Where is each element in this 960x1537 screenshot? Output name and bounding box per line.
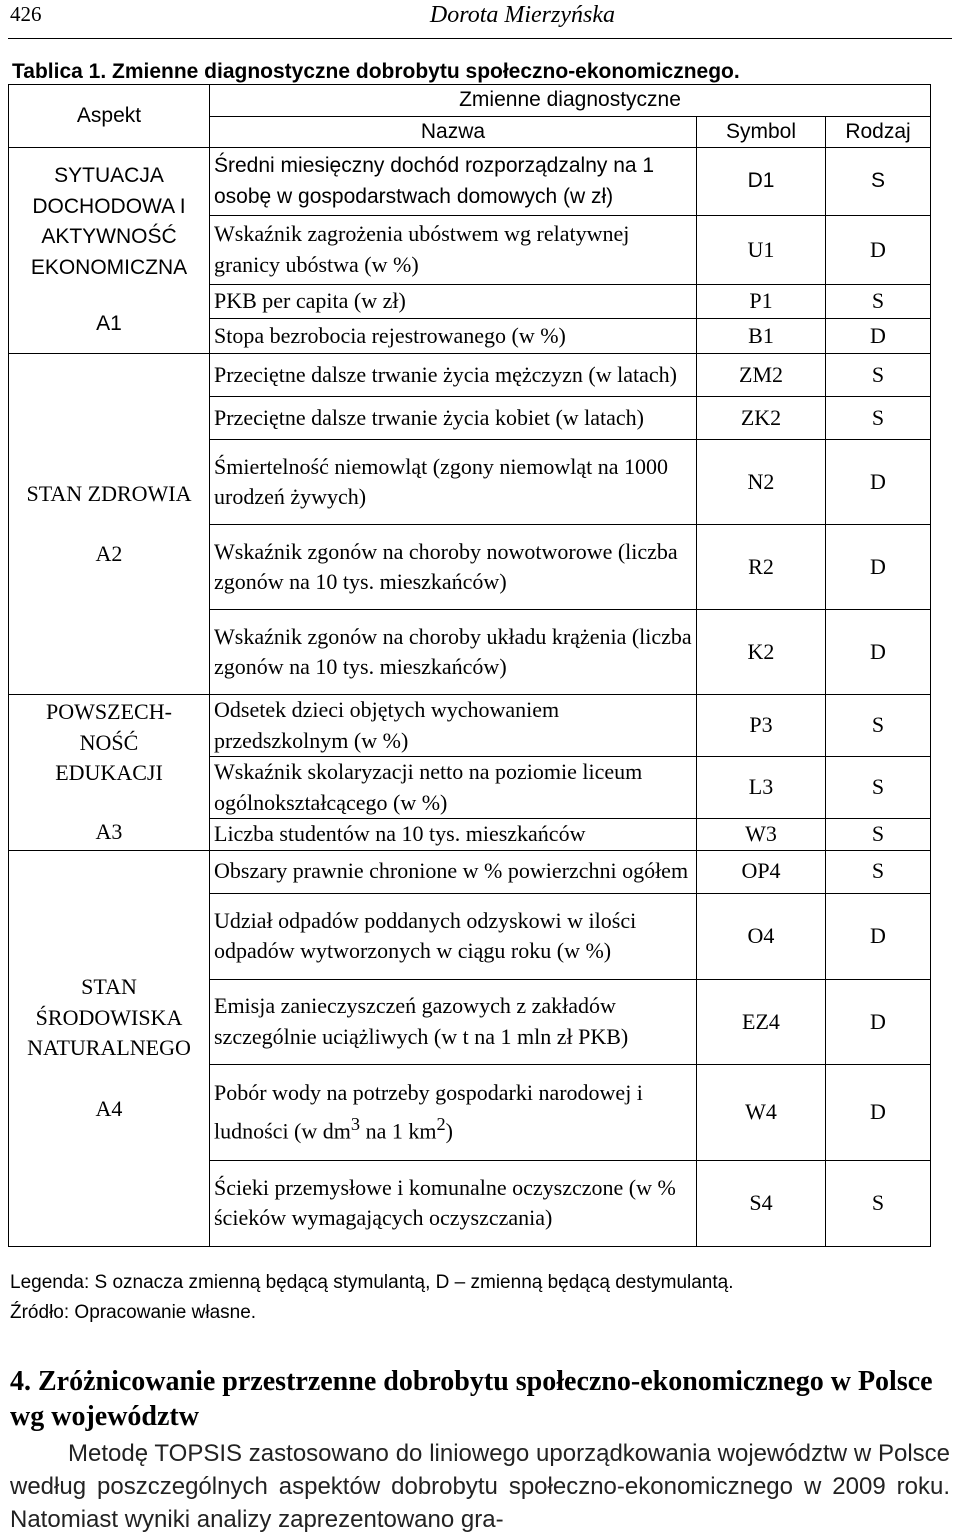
aspect-label: STAN ZDROWIA (26, 480, 192, 506)
variable-symbol: ZK2 (697, 397, 826, 440)
variable-name: Śmiertelność niemowląt (zgony niemowląt na 1000 urodzeń żywych) (210, 440, 697, 525)
variable-name: Średni miesięczny dochód rozporządzalny na 1 osobę w gospodarstwach domowych (w zł) (210, 148, 697, 216)
variable-kind: S (826, 284, 931, 319)
variable-symbol: U1 (697, 216, 826, 284)
table-header-row (9, 85, 931, 117)
page-number: 426 (10, 2, 42, 26)
table-row (9, 695, 931, 757)
header-rule (8, 38, 952, 39)
variable-name: Przeciętne dalsze trwanie życia kobiet (w latach) (210, 397, 697, 440)
variable-kind: S (826, 1160, 931, 1246)
variable-kind: D (826, 216, 931, 284)
variable-kind: S (826, 850, 931, 893)
header-aspect: Aspekt (9, 85, 210, 148)
variable-name: Emisja zanieczyszczeń gazowych z zakładów szczególnie uciążliwych (w t na 1 mln zł PKB) (210, 979, 697, 1065)
variable-symbol: W3 (697, 819, 826, 851)
header-symbol: Symbol (697, 116, 826, 148)
section-title: 4. Zróżnicowanie przestrzenne dobrobytu społeczno-ekonomicznego w Polsce wg województw (10, 1366, 933, 1432)
variable-kind: S (826, 757, 931, 819)
variable-symbol: R2 (697, 525, 826, 610)
aspect-label: STAN ŚRODOWISKA NATURALNEGO (27, 974, 191, 1060)
aspect-code: A3 (95, 818, 123, 844)
diagnostic-variables-table (8, 84, 931, 1247)
aspect-label: SYTUACJA DOCHODOWA I AKTYWNOŚĆ EKONOMICZNA (30, 164, 188, 279)
variable-symbol: O4 (697, 893, 826, 979)
variable-name: Liczba studentów na 10 tys. mieszkańców (210, 819, 697, 851)
aspect-cell-a2 (9, 354, 210, 695)
variable-name: PKB per capita (w zł) (210, 284, 697, 319)
aspect-cell-a3 (9, 695, 210, 851)
variable-symbol: ZM2 (697, 354, 826, 397)
table-source: Źródło: Opracowanie własne. (10, 1302, 257, 1323)
variable-kind: S (826, 695, 931, 757)
variable-kind: D (826, 1065, 931, 1161)
variable-kind: S (826, 397, 931, 440)
variable-symbol: P1 (697, 284, 826, 319)
variable-symbol: N2 (697, 440, 826, 525)
table-row (9, 148, 931, 216)
variable-kind: D (826, 610, 931, 695)
variable-symbol: W4 (697, 1065, 826, 1161)
variable-name: Wskaźnik skolaryzacji netto na poziomie liceum ogólnokształcącego (w %) (210, 757, 697, 819)
variable-symbol: EZ4 (697, 979, 826, 1065)
variable-kind: D (826, 319, 931, 354)
header-variables: Zmienne diagnostyczne (210, 85, 931, 117)
variable-name: Przeciętne dalsze trwanie życia mężczyzn (w latach) (210, 354, 697, 397)
variable-name: Wskaźnik zagrożenia ubóstwem wg relatywnej granicy ubóstwa (w %) (210, 216, 697, 284)
variable-kind: S (826, 148, 931, 216)
variable-name (210, 1065, 697, 1161)
variable-name: Wskaźnik zgonów na choroby nowotworowe (liczba zgonów na 10 tys. mieszkańców) (210, 525, 697, 610)
variable-symbol: D1 (697, 148, 826, 216)
variable-kind: S (826, 354, 931, 397)
variable-kind: D (826, 440, 931, 525)
variable-symbol: P3 (697, 695, 826, 757)
aspect-cell-a4 (9, 850, 210, 1246)
superscript: 3 (350, 1113, 361, 1134)
variable-name: Udział odpadów poddanych odzyskowi w ilości odpadów wytworzonych w ciągu roku (w %) (210, 893, 697, 979)
aspect-label: POWSZECH-NOŚĆ EDUKACJI (46, 699, 172, 786)
variable-name: Ścieki przemysłowe i komunalne oczyszczone (w % ścieków wymagających oczyszczania) (210, 1160, 697, 1246)
name-part: ) (445, 1118, 453, 1144)
variable-symbol: OP4 (697, 850, 826, 893)
variable-name: Obszary prawnie chronione w % powierzchni ogółem (210, 850, 697, 893)
variable-name: Odsetek dzieci objętych wychowaniem przedszkolnym (w %) (210, 695, 697, 757)
name-part: na 1 km (360, 1118, 437, 1144)
variable-symbol: K2 (697, 610, 826, 695)
header-name: Nazwa (210, 116, 697, 148)
aspect-code: A2 (95, 541, 123, 566)
variable-name: Stopa bezrobocia rejestrowanego (w %) (210, 319, 697, 354)
table-caption: Tablica 1. Zmienne diagnostyczne dobrobytu społeczno-ekonomicznego. (12, 60, 740, 83)
table-row (9, 354, 931, 397)
superscript: 2 (436, 1113, 446, 1134)
variable-kind: D (826, 525, 931, 610)
table-legend: Legenda: S oznacza zmienną będącą stymulantą, D – zmienną będącą destymulantą. (10, 1272, 734, 1293)
running-header-author: Dorota Mierzyńska (429, 2, 615, 28)
variable-symbol: B1 (697, 319, 826, 354)
table-row (9, 850, 931, 893)
aspect-cell-a1 (9, 148, 210, 354)
aspect-code: A1 (96, 312, 122, 336)
variable-kind: S (826, 819, 931, 851)
variable-symbol: S4 (697, 1160, 826, 1246)
body-text: Metodę TOPSIS zastosowano do liniowego uporządkowania województw w Polsce według poszczególnych aspektów dobrobytu społeczno-ekonomicznego w 2009 roku. Natomiast wyniki analizy zaprezentowano gra- (10, 1440, 950, 1533)
aspect-code: A4 (95, 1095, 123, 1121)
header-kind: Rodzaj (826, 116, 931, 148)
variable-kind: D (826, 979, 931, 1065)
variable-symbol: L3 (697, 757, 826, 819)
variable-kind: D (826, 893, 931, 979)
body-paragraph (10, 1437, 950, 1536)
variable-name: Wskaźnik zgonów na choroby układu krążenia (liczba zgonów na 10 tys. mieszkańców) (210, 610, 697, 695)
name-part: Pobór wody na potrzeby gospodarki narodowej i ludności (w dm (214, 1080, 643, 1144)
